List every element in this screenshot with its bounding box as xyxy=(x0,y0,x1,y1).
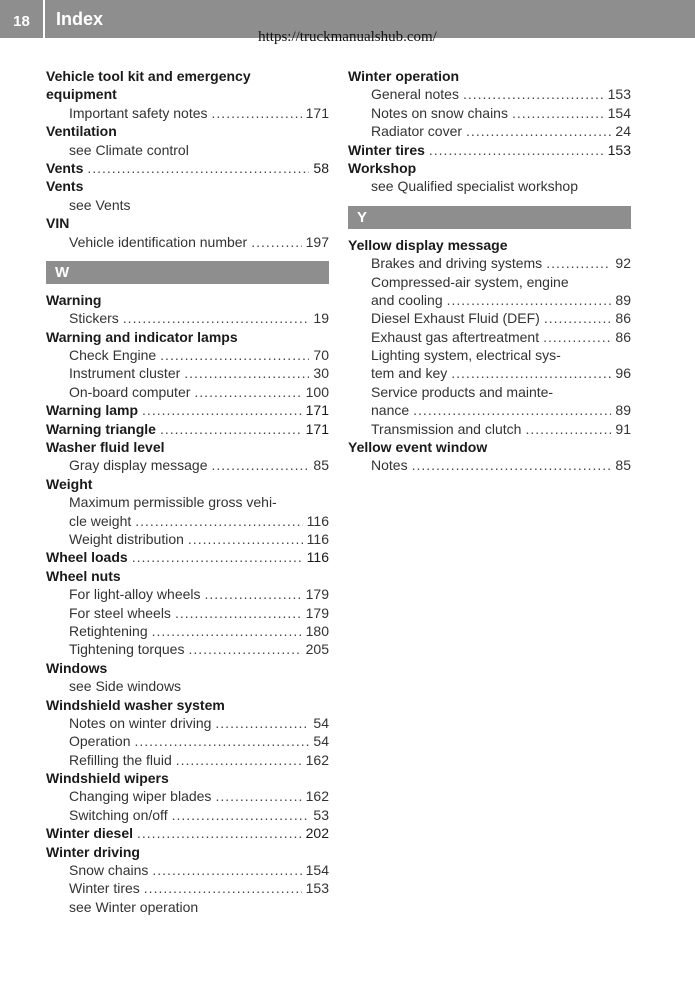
page-reference: 153 xyxy=(607,86,631,103)
entry-text: Changing wiper blades xyxy=(69,788,212,805)
index-subentry xyxy=(46,622,329,640)
entry-text: Brakes and driving systems xyxy=(371,255,543,272)
index-entry xyxy=(348,236,631,254)
page-reference: 171 xyxy=(305,402,329,419)
section-letter-bar: W xyxy=(46,261,329,284)
entry-text: see Winter operation xyxy=(69,898,199,915)
index-subentry xyxy=(46,346,329,364)
index-subentry xyxy=(348,401,631,419)
entry-text: see Climate control xyxy=(69,141,189,158)
dot-leader xyxy=(184,364,309,382)
index-subentry xyxy=(46,898,329,916)
entry-text: Vehicle identification number xyxy=(69,233,248,250)
entry-text: Notes on winter driving xyxy=(69,714,212,731)
page-reference: 116 xyxy=(306,549,329,566)
dot-leader xyxy=(194,383,301,401)
entry-text: see Side windows xyxy=(69,678,182,695)
dot-leader xyxy=(546,254,611,272)
page-reference: 30 xyxy=(313,365,329,382)
dot-leader xyxy=(215,714,309,732)
index-column-right xyxy=(348,67,631,475)
dot-leader xyxy=(447,291,612,309)
page-reference: 154 xyxy=(607,104,631,121)
entry-text: Compressed-air system, engine xyxy=(371,273,569,290)
index-subentry xyxy=(46,585,329,603)
dot-leader xyxy=(188,640,301,658)
index-subentry xyxy=(348,85,631,103)
index-column-left xyxy=(46,67,329,916)
index-subentry xyxy=(46,141,329,159)
index-entry xyxy=(46,659,329,677)
entry-text: For light-alloy wheels xyxy=(69,586,201,603)
entry-text: Windshield wipers xyxy=(46,770,169,787)
page-reference: 19 xyxy=(313,310,329,327)
page-reference: 24 xyxy=(615,123,631,140)
dot-leader xyxy=(212,456,310,474)
entry-text: Diesel Exhaust Fluid (DEF) xyxy=(371,310,540,327)
index-entry xyxy=(46,420,329,438)
dot-leader xyxy=(160,420,302,438)
index-subentry xyxy=(46,677,329,695)
page-reference: 205 xyxy=(305,641,329,658)
entry-text: Warning and indicator lamps xyxy=(46,328,238,345)
page-reference: 179 xyxy=(305,586,329,603)
entry-text: Weight xyxy=(46,475,93,492)
page-reference: 100 xyxy=(305,383,329,400)
dot-leader xyxy=(205,585,302,603)
index-subentry xyxy=(348,328,631,346)
index-entry xyxy=(46,67,329,85)
dot-leader xyxy=(413,401,611,419)
page-reference: 202 xyxy=(305,825,329,842)
index-entry xyxy=(46,328,329,346)
index-subentry xyxy=(348,273,631,291)
entry-text: Refilling the fluid xyxy=(69,751,172,768)
dot-leader xyxy=(176,751,302,769)
entry-text: Tightening torques xyxy=(69,641,185,658)
dot-leader xyxy=(135,512,302,530)
dot-leader xyxy=(512,104,604,122)
index-subentry xyxy=(46,456,329,474)
index-entry xyxy=(46,696,329,714)
dot-leader xyxy=(144,879,302,897)
index-entry xyxy=(348,67,631,85)
dot-leader xyxy=(215,787,301,805)
page-reference: 162 xyxy=(305,751,329,768)
entry-text: Washer fluid level xyxy=(46,439,165,456)
entry-text: Operation xyxy=(69,733,131,750)
index-subentry xyxy=(46,493,329,511)
page-reference: 91 xyxy=(615,420,631,437)
index-subentry xyxy=(46,640,329,658)
dot-leader xyxy=(152,622,302,640)
page-reference: 85 xyxy=(313,457,329,474)
dot-leader xyxy=(543,328,611,346)
entry-text: VIN xyxy=(46,215,70,232)
dot-leader xyxy=(132,548,303,566)
entry-text: Retightening xyxy=(69,622,148,639)
index-entry xyxy=(348,141,631,159)
page-reference: 154 xyxy=(305,862,329,879)
index-entry xyxy=(46,177,329,195)
index-subentry xyxy=(46,604,329,622)
dot-leader xyxy=(87,159,309,177)
index-subentry xyxy=(46,309,329,327)
entry-text: see Qualified specialist workshop xyxy=(371,178,578,195)
dot-leader xyxy=(212,104,302,122)
index-subentry xyxy=(46,861,329,879)
index-subentry xyxy=(46,196,329,214)
index-entry xyxy=(46,475,329,493)
dot-leader xyxy=(525,420,611,438)
page-number: 18 xyxy=(0,0,45,38)
entry-text: Notes xyxy=(371,457,408,474)
page-reference: 89 xyxy=(615,402,631,419)
dot-leader xyxy=(412,456,612,474)
entry-text: Yellow display message xyxy=(348,236,508,253)
page-reference: 179 xyxy=(305,604,329,621)
page-reference: 180 xyxy=(305,622,329,639)
dot-leader xyxy=(152,861,301,879)
entry-text: Instrument cluster xyxy=(69,365,181,382)
entry-text: Windows xyxy=(46,659,108,676)
entry-text: Wheel loads xyxy=(46,549,128,566)
entry-text: Transmission and clutch xyxy=(371,420,522,437)
dot-leader xyxy=(429,141,604,159)
entry-text: For steel wheels xyxy=(69,604,171,621)
index-subentry xyxy=(46,364,329,382)
entry-text: Wheel nuts xyxy=(46,567,121,584)
page-reference: 53 xyxy=(313,806,329,823)
index-subentry xyxy=(46,512,329,530)
entry-text: Radiator cover xyxy=(371,123,463,140)
entry-text: equipment xyxy=(46,86,117,103)
source-url: https://truckmanualshub.com/ xyxy=(258,29,437,45)
index-entry xyxy=(46,567,329,585)
entry-text: Yellow event window xyxy=(348,439,488,456)
index-subentry xyxy=(46,383,329,401)
page-reference: 54 xyxy=(313,714,329,731)
index-subentry xyxy=(348,309,631,327)
entry-text: Winter tires xyxy=(348,141,425,158)
entry-text: see Vents xyxy=(69,196,131,213)
page-reference: 86 xyxy=(615,310,631,327)
index-subentry xyxy=(348,420,631,438)
index-subentry xyxy=(46,104,329,122)
entry-text: Service products and mainte- xyxy=(371,383,554,400)
dot-leader xyxy=(123,309,310,327)
dot-leader xyxy=(134,732,309,750)
dot-leader xyxy=(451,364,611,382)
dot-leader xyxy=(544,309,612,327)
entry-text: Winter diesel xyxy=(46,825,134,842)
dot-leader xyxy=(466,122,611,140)
dot-leader xyxy=(188,530,303,548)
entry-text: General notes xyxy=(371,86,459,103)
index-subentry xyxy=(348,383,631,401)
index-entry xyxy=(46,85,329,103)
entry-text: Winter tires xyxy=(69,880,140,897)
page-reference: 85 xyxy=(615,457,631,474)
index-entry xyxy=(46,401,329,419)
entry-text: and cooling xyxy=(371,291,443,308)
index-subentry xyxy=(348,122,631,140)
page-reference: 116 xyxy=(306,512,329,529)
page-reference: 92 xyxy=(615,255,631,272)
index-subentry xyxy=(348,177,631,195)
page-reference: 96 xyxy=(615,365,631,382)
index-subentry xyxy=(46,732,329,750)
index-entry xyxy=(46,122,329,140)
dot-leader xyxy=(142,401,302,419)
index-subentry xyxy=(46,530,329,548)
entry-text: Warning xyxy=(46,291,102,308)
entry-text: Gray display message xyxy=(69,457,208,474)
page-reference: 171 xyxy=(305,104,329,121)
index-entry xyxy=(46,769,329,787)
entry-text: Weight distribution xyxy=(69,530,184,547)
dot-leader xyxy=(137,824,302,842)
index-entry xyxy=(46,291,329,309)
page-reference: 89 xyxy=(615,291,631,308)
entry-text: tem and key xyxy=(371,365,448,382)
index-subentry xyxy=(348,104,631,122)
page-reference: 86 xyxy=(615,328,631,345)
index-entry xyxy=(46,548,329,566)
entry-text: Windshield washer system xyxy=(46,696,225,713)
entry-text: Vents xyxy=(46,159,84,176)
entry-text: Important safety notes xyxy=(69,104,208,121)
page-reference: 171 xyxy=(305,420,329,437)
page-reference: 197 xyxy=(305,233,329,250)
index-entry xyxy=(46,214,329,232)
index-entry xyxy=(46,438,329,456)
index-subentry xyxy=(348,291,631,309)
entry-text: Lighting system, electrical sys- xyxy=(371,347,561,364)
entry-text: Ventilation xyxy=(46,123,117,140)
entry-text: Vehicle tool kit and emergency xyxy=(46,68,251,84)
entry-text: Switching on/off xyxy=(69,806,168,823)
index-subentry xyxy=(348,456,631,474)
entry-text: Warning lamp xyxy=(46,402,139,419)
page-reference: 54 xyxy=(313,733,329,750)
entry-text: Workshop xyxy=(348,159,417,176)
index-subentry xyxy=(46,233,329,251)
index-entry xyxy=(348,159,631,177)
entry-text: Exhaust gas aftertreatment xyxy=(371,328,540,345)
dot-leader xyxy=(175,604,302,622)
index-entry xyxy=(46,824,329,842)
entry-text: Winter driving xyxy=(46,843,140,860)
entry-text: nance xyxy=(371,402,410,419)
page-reference: 58 xyxy=(313,159,329,176)
dot-leader xyxy=(172,806,310,824)
entry-text: Check Engine xyxy=(69,347,157,364)
index-subentry xyxy=(46,879,329,897)
dot-leader xyxy=(251,233,301,251)
index-subentry xyxy=(348,364,631,382)
entry-text: Maximum permissible gross vehi- xyxy=(69,494,277,511)
index-subentry xyxy=(46,806,329,824)
page-reference: 162 xyxy=(305,788,329,805)
page-reference: 116 xyxy=(306,530,329,547)
page-reference: 70 xyxy=(313,347,329,364)
dot-leader xyxy=(463,85,604,103)
entry-text: Snow chains xyxy=(69,862,149,879)
index-subentry xyxy=(46,714,329,732)
dot-leader xyxy=(160,346,309,364)
index-entry xyxy=(46,159,329,177)
index-subentry xyxy=(46,787,329,805)
entry-text: cle weight xyxy=(69,512,132,529)
entry-text: Notes on snow chains xyxy=(371,104,508,121)
page-reference: 153 xyxy=(607,141,631,158)
section-letter-bar: Y xyxy=(348,206,631,229)
entry-text: Winter operation xyxy=(348,68,460,84)
entry-text: Warning triangle xyxy=(46,420,156,437)
entry-text: Stickers xyxy=(69,310,119,327)
entry-text: Vents xyxy=(46,178,84,195)
index-entry xyxy=(348,438,631,456)
index-subentry xyxy=(46,751,329,769)
index-subentry xyxy=(348,254,631,272)
entry-text: On-board computer xyxy=(69,383,191,400)
index-subentry xyxy=(348,346,631,364)
page-reference: 153 xyxy=(305,880,329,897)
index-entry xyxy=(46,843,329,861)
page-title: Index xyxy=(56,9,104,29)
